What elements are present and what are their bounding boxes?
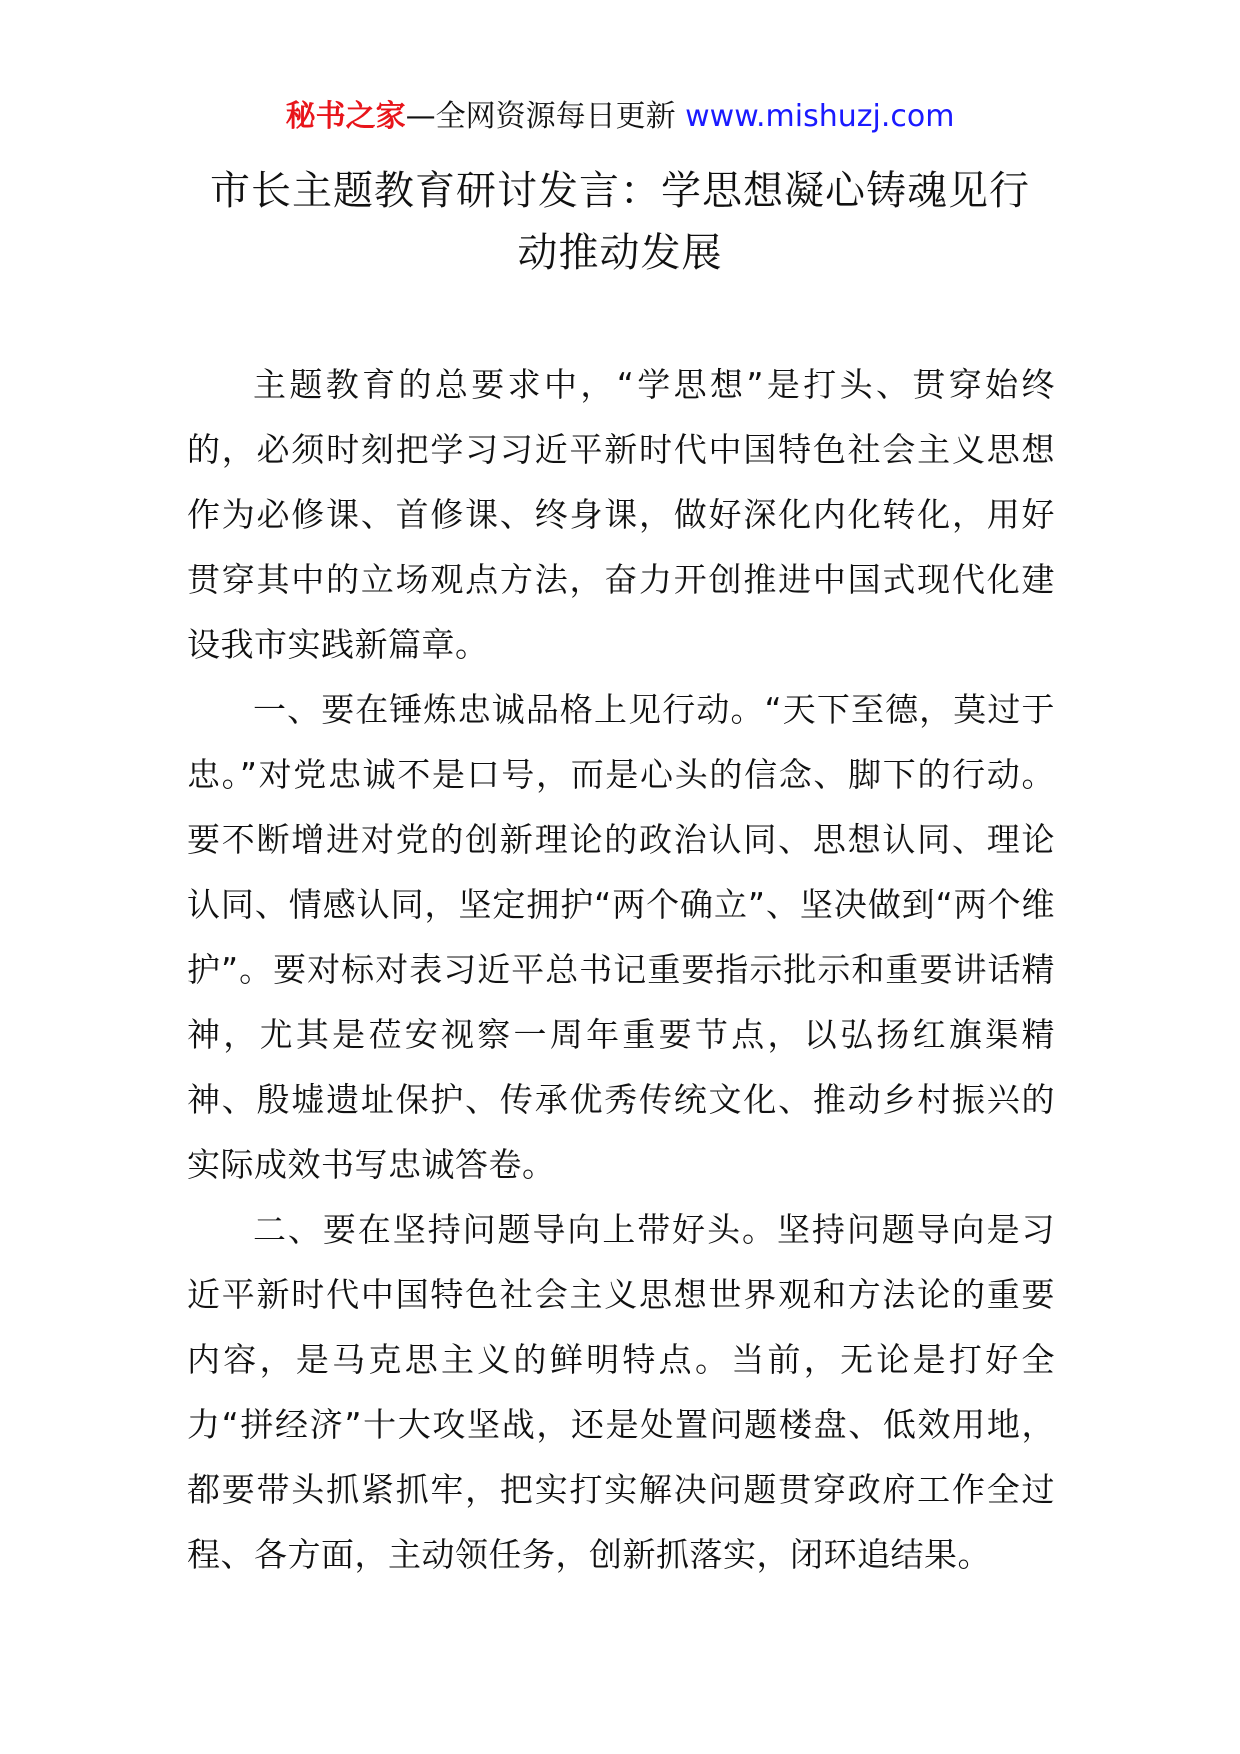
document-body: [187, 352, 1055, 1587]
site-header: [0, 96, 1240, 138]
site-url-link[interactable]: www.mishuzj.com: [685, 99, 955, 134]
paragraph-section-two: 二、要在坚持问题导向上带好头。坚持问题导向是习近平新时代中国特色社会主义思想世界观和方法论的重要内容，是马克思主义的鲜明特点。当前，无论是打好全力“拼经济”十大攻坚战，还是处置问题楼盘、低效用地，都要带头抓紧抓牢，把实打实解决问题贯穿政府工作全过程、各方面，主动领任务，创新抓落实，闭环追结果。: [187, 1210, 1055, 1574]
header-tagline: —全网资源每日更新: [405, 99, 686, 134]
title-line-2: 动推动发展: [517, 230, 723, 276]
brand-name: 秘书之家: [285, 99, 406, 134]
paragraph-section-one: 一、要在锤炼忠诚品格上见行动。“天下至德，莫过于忠。”对党忠诚不是口号，而是心头的信念、脚下的行动。要不断增进对党的创新理论的政治认同、思想认同、理论认同、情感认同，坚定拥护“两个确立”、坚决做到“两个维护”。要对标对表习近平总书记重要指示批示和重要讲话精神，尤其是莅安视察一周年重要节点，以弘扬红旗渠精神、殷墟遗址保护、传承优秀传统文化、推动乡村振兴的实际成效书写忠诚答卷。: [187, 690, 1055, 1184]
title-line-1: 市长主题教育研讨发言：学思想凝心铸魂见行: [210, 168, 1030, 214]
paragraph-intro: 主题教育的总要求中，“学思想”是打头、贯穿始终的，必须时刻把学习习近平新时代中国特色社会主义思想作为必修课、首修课、终身课，做好深化内化转化，用好贯穿其中的立场观点方法，奋力开创推进中国式现代化建设我市实践新篇章。: [187, 365, 1055, 664]
document-title: [150, 160, 1090, 284]
